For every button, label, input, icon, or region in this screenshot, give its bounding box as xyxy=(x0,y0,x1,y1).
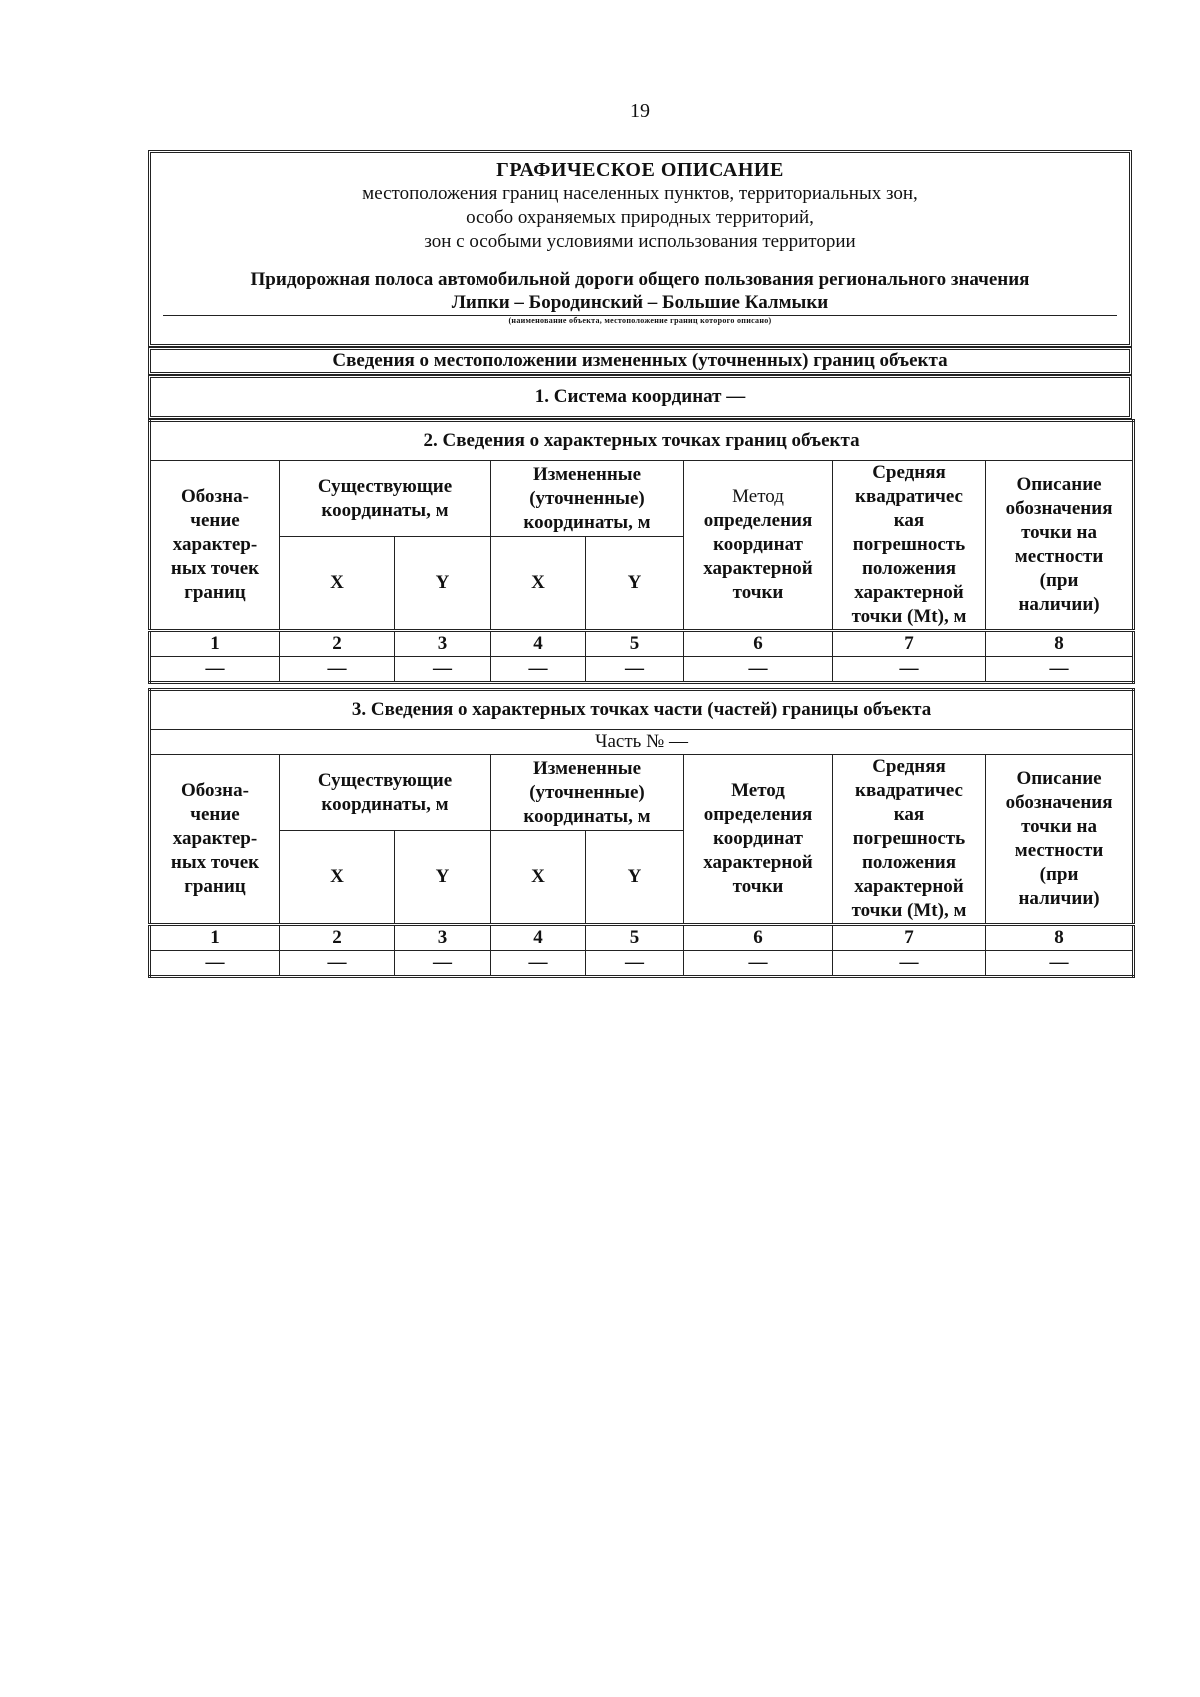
section-title-text: Сведения о местоположении измененных (уточненных) границ объекта xyxy=(332,350,948,371)
hdr-line: ных точек xyxy=(170,558,260,579)
hdr-line: местности xyxy=(1014,840,1104,861)
document-title: ГРАФИЧЕСКОЕ ОПИСАНИЕ xyxy=(496,159,784,181)
header-block xyxy=(148,150,1132,347)
col-number: 6 xyxy=(684,925,833,951)
hdr-line: координаты, м xyxy=(321,499,449,521)
empty-cell: — xyxy=(280,951,395,977)
hdr-line: границ xyxy=(184,876,246,897)
hdr-line: местности xyxy=(1014,546,1104,567)
empty-cell: — xyxy=(986,951,1134,977)
object-name-line-2: Липки – Бородинский – Большие Калмыки xyxy=(451,292,829,313)
x-existing-header: X xyxy=(280,831,395,925)
x-changed-header: X xyxy=(491,831,586,925)
hdr-line: Метод xyxy=(732,486,784,507)
hdr-line: положения xyxy=(861,558,957,579)
hdr-line: Средняя xyxy=(872,756,946,777)
hdr-line: Существующие xyxy=(317,769,453,791)
subtitle-line-2: особо охраняемых природных территорий, xyxy=(466,207,814,228)
empty-cell: — xyxy=(491,951,586,977)
col-number: 5 xyxy=(586,631,684,657)
hdr-line: характерной xyxy=(703,852,813,873)
empty-cell: — xyxy=(150,951,280,977)
hdr-line: Описание xyxy=(1016,768,1102,789)
col-changed-header xyxy=(491,755,684,831)
hdr-line: наличии) xyxy=(1018,594,1100,615)
hdr-line: характерной xyxy=(703,558,813,579)
empty-cell: — xyxy=(986,657,1134,683)
col-number: 6 xyxy=(684,631,833,657)
empty-cell: — xyxy=(586,657,684,683)
col-description-header xyxy=(986,461,1134,631)
hdr-line: Обозна- xyxy=(181,486,249,507)
hdr-line: координаты, м xyxy=(523,511,651,533)
col-number: 4 xyxy=(491,925,586,951)
object-name-caption: (наименование объекта, местоположение границ которого описано) xyxy=(508,316,772,325)
hdr-line: точки (Mt), м xyxy=(851,606,967,627)
hdr-line: координат xyxy=(713,534,803,555)
col-number: 8 xyxy=(986,631,1134,657)
empty-cell: — xyxy=(833,657,986,683)
hdr-line: кая xyxy=(893,510,925,531)
hdr-line: координат xyxy=(713,828,803,849)
y-existing-header: Y xyxy=(395,831,491,925)
hdr-line: чение xyxy=(190,510,240,531)
col-error-header xyxy=(833,755,986,925)
subtitle-line-1: местоположения границ населенных пунктов, территориальных зон, xyxy=(362,183,918,204)
col-number: 3 xyxy=(395,925,491,951)
col-number: 4 xyxy=(491,631,586,657)
hdr-line: наличии) xyxy=(1018,888,1100,909)
hdr-line: точки (Mt), м xyxy=(851,900,967,921)
hdr-line: Описание xyxy=(1016,474,1102,495)
hdr-line: чение xyxy=(190,804,240,825)
coordinate-system-text: 1. Система координат — xyxy=(534,386,746,407)
col-designation-header xyxy=(150,755,280,925)
hdr-line: квадратичес xyxy=(855,780,963,801)
x-existing-header: X xyxy=(280,537,395,631)
empty-cell: — xyxy=(684,657,833,683)
characteristic-points-table xyxy=(148,419,1135,684)
hdr-line: характер- xyxy=(172,828,258,849)
hdr-line: точки xyxy=(732,582,784,603)
hdr-line: ных точек xyxy=(170,852,260,873)
hdr-line: Измененные xyxy=(532,757,642,779)
hdr-line: обозначения xyxy=(1005,498,1113,519)
hdr-line: координаты, м xyxy=(321,793,449,815)
part-number-label: Часть № — xyxy=(150,730,1134,755)
table2-title: 3. Сведения о характерных точках части (частей) границы объекта xyxy=(150,690,1134,730)
part-characteristic-points-table xyxy=(148,688,1135,978)
col-designation-header xyxy=(150,461,280,631)
coordinate-system xyxy=(148,375,1132,419)
y-changed-header: Y xyxy=(586,831,684,925)
hdr-line: характерной xyxy=(854,876,964,897)
hdr-line: (уточненные) xyxy=(529,781,645,803)
empty-cell: — xyxy=(395,657,491,683)
y-existing-header: Y xyxy=(395,537,491,631)
subtitle-line-3: зон с особыми условиями использования территории xyxy=(424,231,856,252)
col-number: 1 xyxy=(150,631,280,657)
hdr-line: погрешность xyxy=(852,828,966,849)
hdr-line: Средняя xyxy=(872,462,946,483)
empty-cell: — xyxy=(491,657,586,683)
hdr-line: (уточненные) xyxy=(529,487,645,509)
hdr-line: положения xyxy=(861,852,957,873)
hdr-line: (при xyxy=(1039,864,1079,885)
hdr-line: обозначения xyxy=(1005,792,1113,813)
hdr-line: координаты, м xyxy=(523,805,651,827)
hdr-line: Существующие xyxy=(317,475,453,497)
col-number: 8 xyxy=(986,925,1134,951)
table1-title: 2. Сведения о характерных точках границ объекта xyxy=(150,421,1134,461)
hdr-line: Обозна- xyxy=(181,780,249,801)
col-number: 2 xyxy=(280,925,395,951)
hdr-line: кая xyxy=(893,804,925,825)
empty-cell: — xyxy=(833,951,986,977)
empty-cell: — xyxy=(586,951,684,977)
col-number: 1 xyxy=(150,925,280,951)
y-changed-header: Y xyxy=(586,537,684,631)
x-changed-header: X xyxy=(491,537,586,631)
col-number: 3 xyxy=(395,631,491,657)
hdr-line: Метод xyxy=(731,780,785,801)
col-method-header xyxy=(684,461,833,631)
hdr-line: точки xyxy=(732,876,784,897)
section-title xyxy=(148,347,1132,375)
hdr-line: квадратичес xyxy=(855,486,963,507)
col-error-header xyxy=(833,461,986,631)
col-existing-header xyxy=(280,461,491,537)
hdr-line: точки на xyxy=(1021,816,1097,837)
object-name-line-1: Придорожная полоса автомобильной дороги общего пользования регионального значения xyxy=(250,269,1030,290)
col-number: 2 xyxy=(280,631,395,657)
col-changed-header xyxy=(491,461,684,537)
col-description-header xyxy=(986,755,1134,925)
page-number: 19 xyxy=(630,100,650,122)
hdr-line: погрешность xyxy=(852,534,966,555)
col-existing-header xyxy=(280,755,491,831)
empty-cell: — xyxy=(280,657,395,683)
hdr-line: характерной xyxy=(854,582,964,603)
empty-cell: — xyxy=(684,951,833,977)
empty-cell: — xyxy=(395,951,491,977)
hdr-line: границ xyxy=(184,582,246,603)
hdr-line: Измененные xyxy=(532,463,642,485)
hdr-line: определения xyxy=(703,510,813,531)
col-number: 7 xyxy=(833,925,986,951)
hdr-line: (при xyxy=(1039,570,1079,591)
hdr-line: характер- xyxy=(172,534,258,555)
col-number: 5 xyxy=(586,925,684,951)
hdr-line: определения xyxy=(703,804,813,825)
hdr-line: точки на xyxy=(1021,522,1097,543)
col-method-header xyxy=(684,755,833,925)
empty-cell: — xyxy=(150,657,280,683)
col-number: 7 xyxy=(833,631,986,657)
